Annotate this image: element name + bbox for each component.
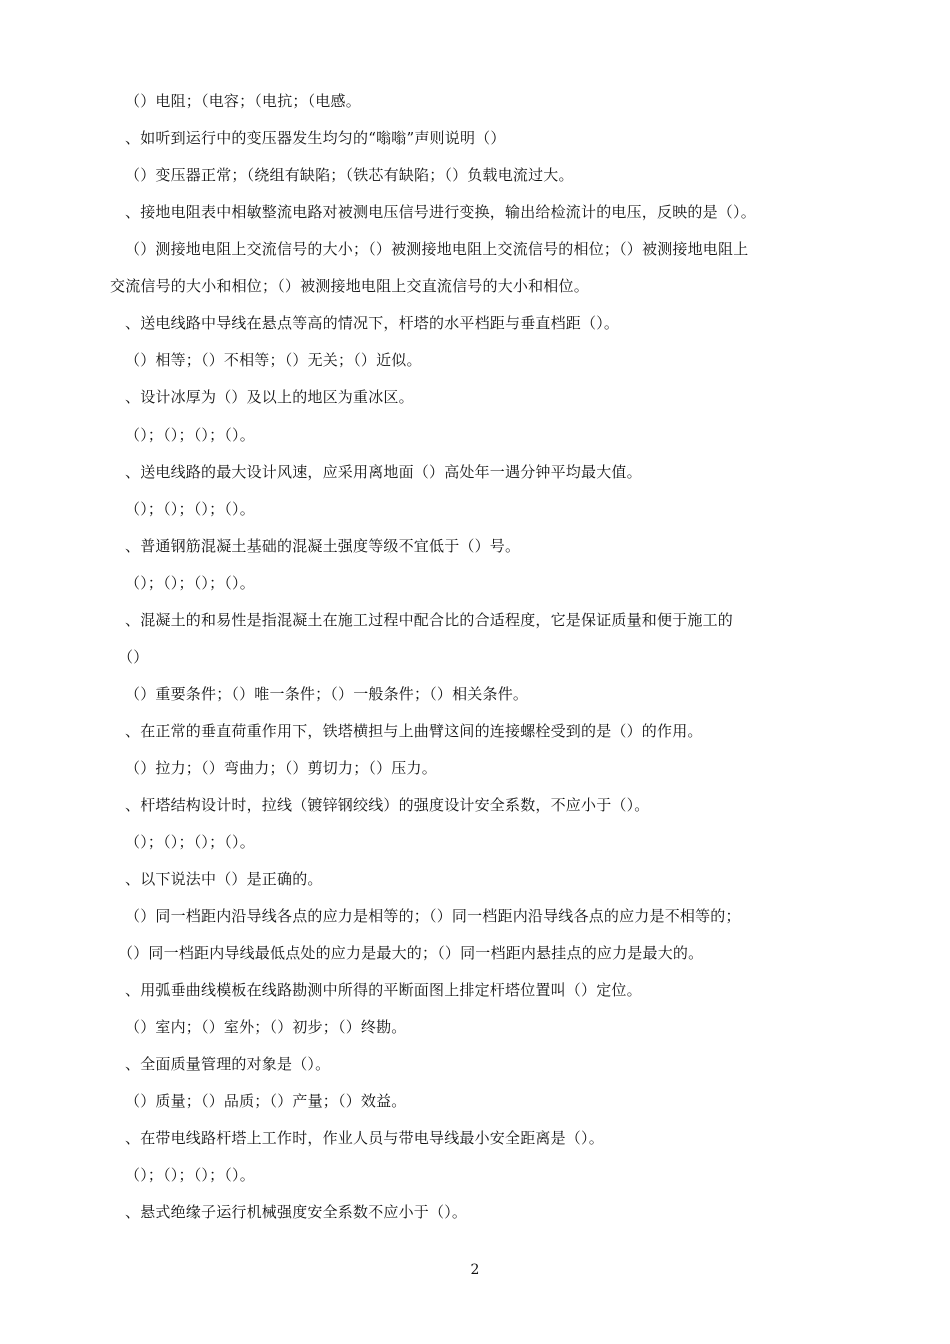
option-line: （）质量；（）品质；（）产量；（）效益。 [125, 1092, 407, 1110]
option-line: （）；（）；（）；（）。 [125, 833, 255, 851]
option-line: （）；（）；（）；（）。 [125, 426, 255, 444]
option-line: （）同一档距内沿导线各点的应力是相等的；（）同一档距内沿导线各点的应力是不相等的； [125, 907, 741, 925]
question-line: 、在正常的垂直荷重作用下，铁塔横担与上曲臂这间的连接螺栓受到的是（）的作用。 [125, 722, 703, 740]
option-line: （）同一档距内导线最低点处的应力是最大的；（）同一档距内悬挂点的应力是最大的。 [118, 944, 704, 962]
page-number: 2 [470, 1262, 480, 1278]
question-line: 、送电线路的最大设计风速，应采用离地面（）高处年一遇分钟平均最大值。 [125, 463, 642, 481]
option-line: （）室内；（）室外；（）初步；（）终勘。 [125, 1018, 407, 1036]
question-line: 、在带电线路杆塔上工作时，作业人员与带电导线最小安全距离是（）。 [125, 1129, 604, 1147]
question-line: 、用弧垂曲线模板在线路勘测中所得的平断面图上排定杆塔位置叫（）定位。 [125, 981, 642, 999]
option-line: （）电阻；（电容；（电抗；（电感。 [125, 92, 361, 110]
question-line: 、普通钢筋混凝土基础的混凝土强度等级不宜低于（）号。 [125, 537, 521, 555]
option-line: （）拉力；（）弯曲力；（）剪切力；（）压力。 [125, 759, 437, 777]
question-line: 、以下说法中（）是正确的。 [125, 870, 323, 888]
question-line: （） [118, 648, 149, 666]
option-line: （）；（）；（）；（）。 [125, 500, 255, 518]
question-line: 、全面质量管理的对象是（）。 [125, 1055, 331, 1073]
option-line: （）相等；（）不相等；（）无关；（）近似。 [125, 351, 422, 369]
option-line: （）；（）；（）；（）。 [125, 574, 255, 592]
option-line: 交流信号的大小和相位；（）被测接地电阻上交直流信号的大小和相位。 [110, 277, 589, 295]
question-line: 、送电线路中导线在悬点等高的情况下，杆塔的水平档距与垂直档距（）。 [125, 314, 620, 332]
option-line: （）重要条件；（）唯一条件；（）一般条件；（）相关条件。 [125, 685, 529, 703]
question-line: 、设计冰厚为（）及以上的地区为重冰区。 [125, 388, 414, 406]
option-line: （）测接地电阻上交流信号的大小；（）被测接地电阻上交流信号的相位；（）被测接地电阻上 [125, 240, 749, 258]
question-line: 、如听到运行中的变压器发生均匀的“嗡嗡”声则说明（） [125, 129, 506, 147]
option-line: （）；（）；（）；（）。 [125, 1166, 255, 1184]
question-line: 、杆塔结构设计时，拉线（镀锌钢绞线）的强度设计安全系数，不应小于（）。 [125, 796, 650, 814]
question-line: 、悬式绝缘子运行机械强度安全系数不应小于（）。 [125, 1203, 468, 1221]
question-line: 、接地电阻表中相敏整流电路对被测电压信号进行变换，输出给检流计的电压，反映的是（）。 [125, 203, 756, 221]
option-line: （）变压器正常；（绕组有缺陷；（铁芯有缺陷；（）负载电流过大。 [125, 166, 574, 184]
question-line: 、混凝土的和易性是指混凝土在施工过程中配合比的合适程度，它是保证质量和便于施工的 [125, 611, 734, 629]
